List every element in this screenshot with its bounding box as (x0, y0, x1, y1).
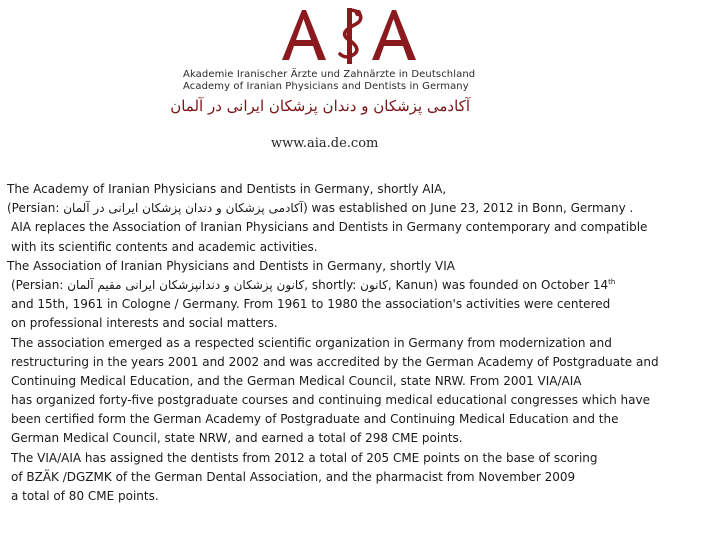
text-line: a total of 80 CME points. (11, 489, 159, 503)
text-line: been certified form the German Academy of Postgraduate and Continuing Medical Education and the (11, 412, 619, 427)
text-line: AIA replaces the Association of Iranian Physicians and Dentists in Germany contemporary and compatible (11, 220, 648, 235)
text-line: The association emerged as a respected scientific organization in Germany from modernization and (11, 335, 612, 350)
text-line: German Medical Council, state NRW, and earned a total of 298 CME points. (11, 431, 463, 446)
text-segment: , Kanun) was founded on October 14 (387, 277, 609, 292)
text-line: The Association of Iranian Physicians and Dentists in Germany, shortly VIA (7, 258, 455, 273)
org-name-persian: آکادمی پزشکان و دندان پزشکان ایرانی در آلمان (170, 97, 470, 115)
org-name-english: Academy of Iranian Physicians and Dentists in Germany (183, 81, 469, 92)
text-segment: (Persian: (7, 201, 64, 216)
text-segment: ) was established on June 23, 2012 in Bonn, Germany . (303, 201, 634, 216)
persian-text: کانون پزشکان و دندانپزشکان ایرانی مقیم آلمان (67, 277, 305, 292)
body-text (7, 180, 719, 506)
text-line: restructuring in the years 2001 and 2002 and was accredited by the German Academy of Postgraduate and (11, 354, 659, 369)
text-line: The VIA/AIA has assigned the dentists from 2012 a total of 205 CME points on the base of scoring (11, 450, 598, 465)
text-line: The Academy of Iranian Physicians and Dentists in Germany, shortly AIA, (7, 182, 447, 196)
text-segment: (Persian: (11, 277, 68, 292)
text-line (7, 199, 719, 218)
persian-text: آکادمی پزشکان و دندان پزشکان ایرانی در آلمان (63, 201, 304, 216)
persian-text: کانون (360, 277, 388, 292)
org-name-german: Akademie Iranischer Ärzte und Zahnärzte in Deutschland (183, 69, 476, 80)
website-link[interactable]: www.aia.de.com (271, 136, 379, 151)
text-line: Continuing Medical Education, and the German Medical Council, state NRW. From 2001 VIA/AIA (11, 373, 582, 388)
text-line: of BZÄK /DGZMK of the German Dental Association, and the pharmacist from November 2009 (11, 469, 576, 484)
text-line (7, 276, 719, 295)
aia-logo (276, 4, 426, 66)
superscript: th (608, 277, 616, 286)
text-line: on professional interests and social matters. (11, 316, 278, 331)
text-line: with its scientific contents and academic activities. (11, 239, 318, 254)
header-logo-block (170, 4, 510, 124)
text-line: and 15th, 1961 in Cologne / Germany. From 1961 to 1980 the association's activities were centered (11, 297, 611, 312)
aia-logo-mark (276, 4, 426, 66)
text-line: has organized forty-five postgraduate courses and continuing medical educational congresses which have (11, 393, 650, 408)
text-segment: , shortly: (304, 277, 361, 292)
